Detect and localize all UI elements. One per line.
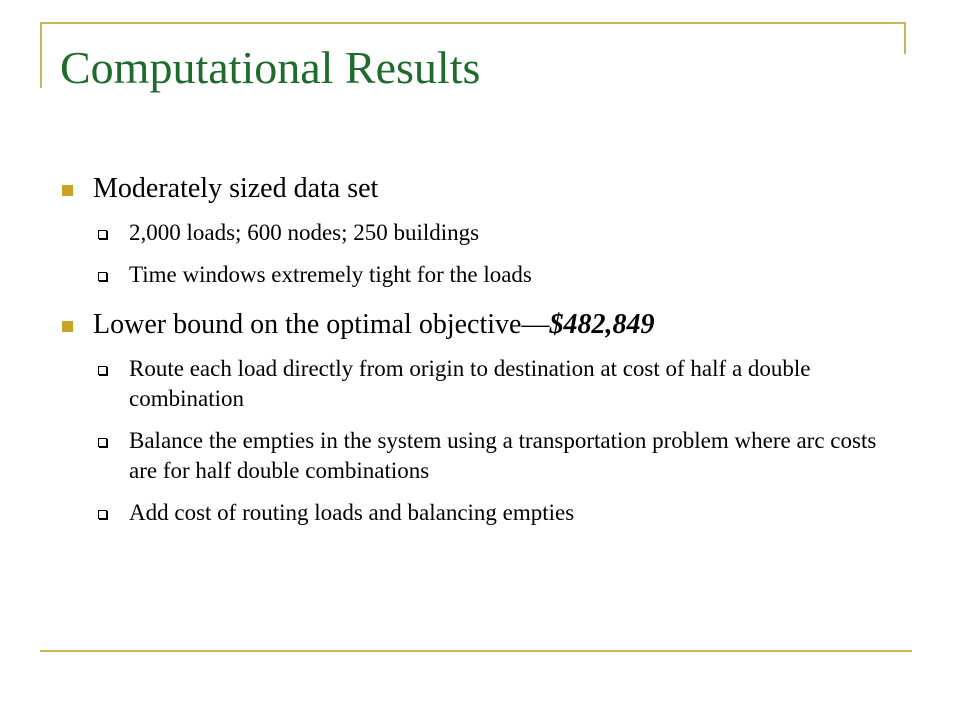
bullet-lower-bound — [60, 308, 900, 342]
sub-bullet-text: 2,000 loads; 600 nodes; 250 buildings — [129, 220, 480, 245]
sub-bullet-text: Route each load directly from origin to destination at cost of half a double combination — [129, 356, 811, 411]
hollow-square-bullet-icon — [98, 510, 107, 519]
hollow-square-bullet-icon — [98, 366, 107, 375]
bullet-text: Lower bound on the optimal objective— — [93, 309, 550, 340]
frame-right-line — [904, 22, 906, 54]
sub-bullet-sizes — [60, 218, 900, 248]
sub-bullet-balance-empties — [60, 426, 900, 486]
sub-bullet-add-cost — [60, 498, 900, 528]
slide-content — [60, 172, 900, 540]
sub-bullet-time-windows — [60, 260, 900, 290]
bullet-text: Moderately sized data set — [93, 173, 379, 204]
sub-bullet-text: Time windows extremely tight for the loads — [129, 262, 532, 287]
sub-bullet-text: Add cost of routing loads and balancing empties — [129, 500, 575, 525]
frame-bottom-line — [40, 650, 912, 652]
slide-title: Computational Results — [60, 42, 481, 93]
hollow-square-bullet-icon — [98, 230, 107, 239]
square-bullet-icon — [62, 185, 73, 196]
lower-bound-value: $482,849 — [549, 309, 655, 340]
frame-top-line — [40, 22, 904, 24]
square-bullet-icon — [62, 321, 73, 332]
sub-bullet-text: Balance the empties in the system using a transportation problem where arc costs are for half double combinations — [129, 428, 877, 483]
sub-bullet-route-loads — [60, 354, 900, 414]
bullet-data-set — [60, 172, 900, 206]
hollow-square-bullet-icon — [98, 272, 107, 281]
hollow-square-bullet-icon — [98, 438, 107, 447]
frame-left-line — [40, 22, 42, 88]
